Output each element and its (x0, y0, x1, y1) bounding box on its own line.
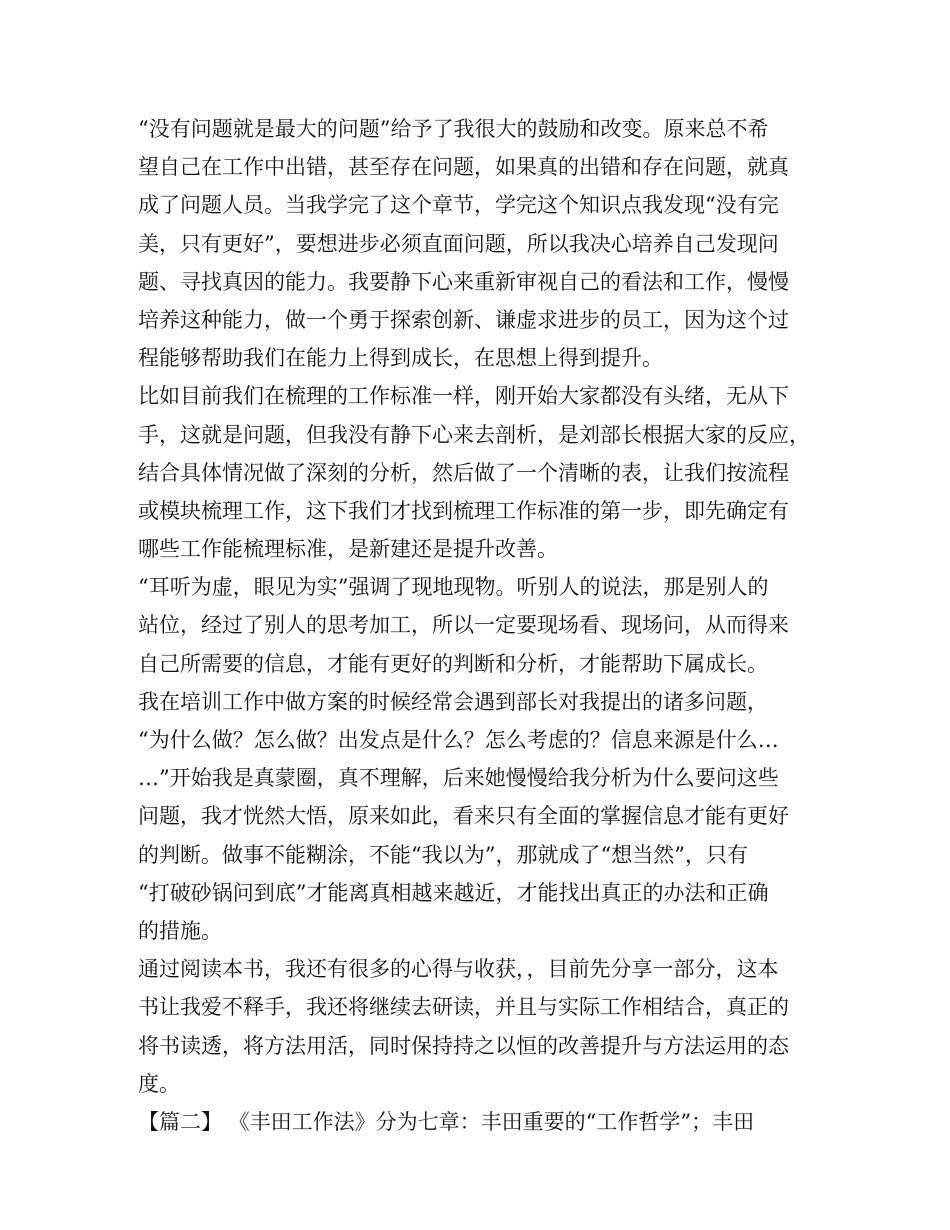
text-line-21: “打破砂锅问到底”才能离真相越来越近，才能找出真正的办法和正确 (138, 880, 769, 905)
text-line-12: 哪些工作能梳理标准，是新建还是提升改善。 (138, 537, 558, 562)
text-line-15: 自己所需要的信息，才能有更好的判断和分析，才能帮助下属成长。 (138, 651, 768, 676)
text-line-8: 比如目前我们在梳理的工作标准一样，刚开始大家都没有头绪，无从下 (138, 384, 789, 409)
text-line-4: 美，只有更好”，要想进步必须直面问题，所以我决心培养自己发现问 (138, 231, 779, 256)
text-line-26: 度。 (138, 1071, 180, 1096)
text-line-10: 结合具体情况做了深刻的分析，然后做了一个清晰的表，让我们按流程 (138, 460, 789, 485)
text-line-20: 的判断。做事不能糊涂，不能“我以为”，那就成了“想当然”，只有 (138, 842, 748, 867)
text-line-19: 问题，我才恍然大悟，原来如此，看来只有全面的掌握信息才能有更好 (138, 804, 789, 829)
text-line-27: 【篇二】 《丰田工作法》分为七章：丰田重要的“工作哲学”；丰田 (138, 1109, 755, 1134)
text-line-25: 将书读透，将方法用活，同时保持持之以恒的改善提升与方法运用的态 (138, 1033, 789, 1058)
text-line-5: 题、寻找真因的能力。我要静下心来重新审视自己的看法和工作，慢慢 (138, 269, 789, 294)
text-line-9: 手，这就是问题，但我没有静下心来去剖析，是刘部长根据大家的反应， (138, 422, 810, 447)
text-line-2: 望自己在工作中出错，甚至存在问题，如果真的出错和存在问题，就真 (138, 155, 789, 180)
document-body (138, 110, 818, 1141)
text-line-22: 的措施。 (138, 918, 222, 943)
text-line-16: 我在培训工作中做方案的时候经常会遇到部长对我提出的诸多问题， (138, 689, 768, 714)
text-line-6: 培养这种能力，做一个勇于探索创新、谦虚求进步的员工，因为这个过 (138, 307, 789, 332)
text-line-23: 通过阅读本书，我还有很多的心得与收获，，目前先分享一部分，这本 (138, 957, 779, 982)
text-line-14: 站位，经过了别人的思考加工，所以一定要现场看、现场问，从而得来 (138, 613, 789, 638)
text-line-17: “为什么做？怎么做？出发点是什么？怎么考虑的？信息来源是什么… (138, 728, 779, 752)
text-line-3: 成了问题人员。当我学完了这个章节，学完这个知识点我发现“没有完 (138, 193, 779, 218)
text-line-1: “没有问题就是最大的问题”给予了我很大的鼓励和改变。原来总不希 (138, 117, 769, 141)
text-line-18: …”开始我是真蒙圈，真不理解，后来她慢慢给我分析为什么要问这些 (138, 766, 779, 791)
text-line-24: 书让我爱不释手，我还将继续去研读，并且与实际工作相结合，真正的 (138, 995, 789, 1020)
text-line-11: 或模块梳理工作，这下我们才找到梳理工作标准的第一步，即先确定有 (138, 498, 789, 523)
text-line-13: “耳听为虚，眼见为实”强调了现地现物。听别人的说法，那是别人的 (138, 575, 769, 600)
text-line-7: 程能够帮助我们在能力上得到成长，在思想上得到提升。 (138, 346, 663, 371)
